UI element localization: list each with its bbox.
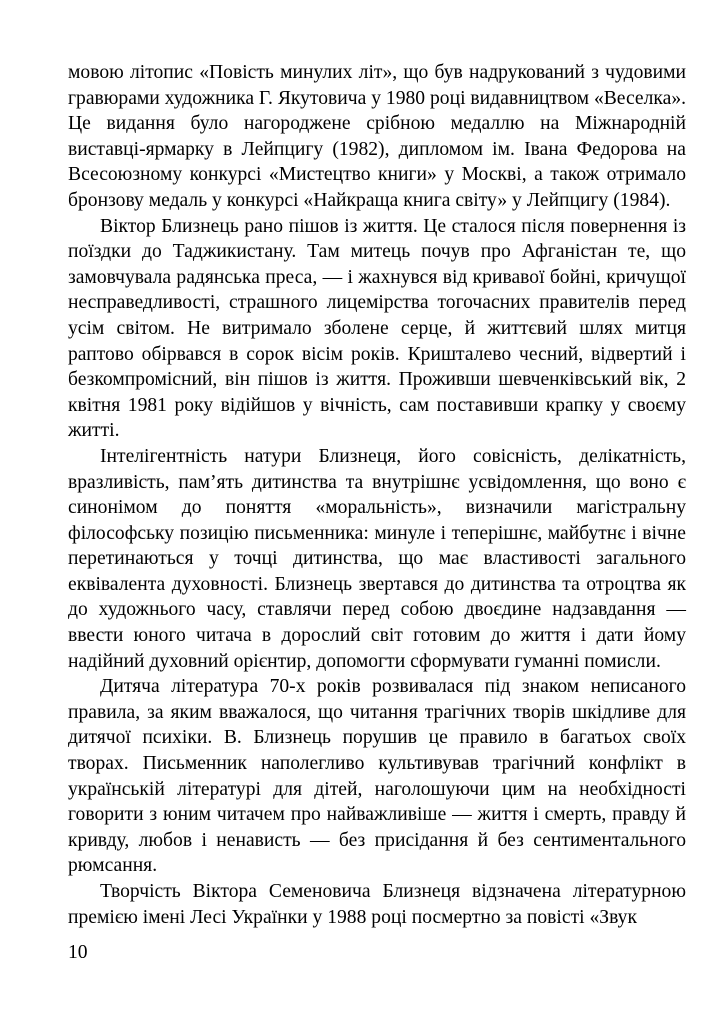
- paragraph-3: Інтелігентність натури Близнеця, його совісність, делікатність, вразливість, пам’ять дитинства та внутрішнє усвідомлення, що воно є синонімом до поняття «моральність», визначили магістральну філософську позицію письменника: минуле і теперішнє, майбутнє і вічне перетинаються у точці дитинства, що має властивості загального еквівалента духовності. Близнець звертався до дитинства та отроцтва як до художнього часу, ставлячи перед собою двоєдине надзавдання — ввести юного читача в дорослий світ готовим до життя і дати йому надійний духовний орієнтир, допомогти сформувати гуманні помисли.: [68, 445, 686, 672]
- page-body: [68, 60, 686, 930]
- paragraph-1: мовою літопис «Повість минулих літ», що був надрукований з чудовими гравюрами художника Г. Якутовича у 1980 році видавництвом «Веселка». Це видання було нагороджене срібною медаллю на Міжнародній виставці-ярмарку в Лейпцигу (1982), дипломом ім. Івана Федорова на Всесоюзному конкурсі «Мистецтво книги» у Москві, а також отримало бронзову медаль у конкурсі «Найкраща книга світу» у Лейпцигу (1984).: [68, 62, 687, 211]
- paragraph-5: Творчість Віктора Семеновича Близнеця відзначена літературною премією імені Лесі Українки у 1988 році посмертно за повісті «Звук: [68, 881, 686, 928]
- paragraph-4: Дитяча література 70-х років розвивалася під знаком неписаного правила, за яким вважалося, що читання трагічних творів шкідливе для дитячої психіки. В. Близнець порушив це правило в багатьох своїх творах. Письменник наполегливо культивував трагічний конфлікт в українській літературі для дітей, наголошуючи цим на необхідності говорити з юним читачем про найважливіше — життя і смерть, правду й кривду, любов і ненависть — без присідання й без сентиментального рюмсання.: [68, 676, 686, 877]
- paragraph-2: Віктор Близнець рано пішов із життя. Це сталося після повернення із поїздки до Таджикистану. Там митець почув про Афганістан те, що замовчувала радянська преса, — і жахнувся від кривавої бойні, кричущої несправедливості, страшного лицемірства тогочасних правителів перед усім світом. Не витримало зболене серце, й життєвий шлях митця раптово обірвався в сорок вісім років. Кришталево чесний, відвертий і безкомпромісний, він пішов із життя. Проживши шевченківський вік, 2 квітня 1981 року відійшов у вічність, сам поставивши крапку у своєму житті.: [68, 215, 686, 442]
- page-number: 10: [68, 942, 88, 963]
